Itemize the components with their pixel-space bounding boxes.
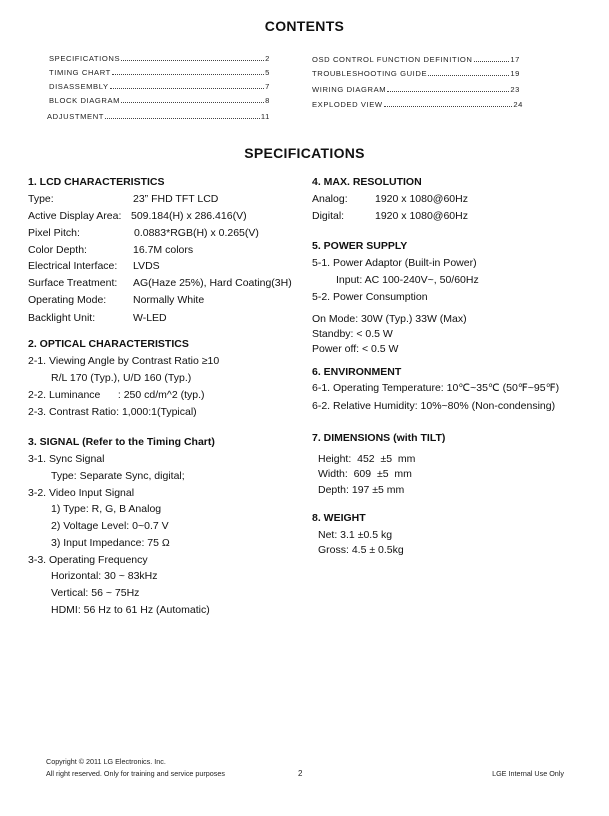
toc-entry-osd-control[interactable] (312, 55, 520, 64)
spec-key: Type: (28, 193, 54, 205)
lcd-row-type (28, 193, 218, 205)
lcd-row-active-area (28, 210, 247, 222)
dimensions-heading: 7. DIMENSIONS (with TILT) (312, 432, 446, 444)
toc-page: 7 (265, 82, 270, 91)
toc-label: DISASSEMBLY (49, 82, 109, 91)
dimensions-line: Height: 452 ±5 mm (318, 453, 416, 465)
spec-value: LVDS (133, 260, 160, 272)
spec-key: Digital: (312, 210, 345, 222)
optical-line: 2-1. Viewing Angle by Contrast Ratio ≥10 (28, 355, 220, 367)
toc-leader (121, 60, 264, 61)
toc-page: 8 (265, 96, 270, 105)
page-number: 2 (298, 769, 303, 778)
lcd-row-mode (28, 294, 204, 306)
signal-line: 3-1. Sync Signal (28, 453, 105, 465)
spec-key: Surface Treatment: (28, 277, 118, 289)
dimensions-line: Depth: 197 ±5 mm (318, 484, 405, 496)
spec-key: Electrical Interface: (28, 260, 118, 272)
spec-value: W-LED (133, 312, 167, 324)
power-line: Input: AC 100-240V~, 50/60Hz (336, 274, 479, 286)
lcd-row-backlight (28, 312, 167, 324)
lcd-heading: 1. LCD CHARACTERISTICS (28, 176, 165, 188)
toc-leader (384, 106, 513, 107)
toc-leader (474, 61, 510, 62)
lcd-row-pixel-pitch (28, 227, 259, 239)
toc-entry-wiring-diagram[interactable] (312, 85, 520, 94)
toc-entry-specifications[interactable] (49, 54, 270, 63)
toc-page: 23 (510, 85, 520, 94)
dimensions-line: Width: 609 ±5 mm (318, 468, 412, 480)
weight-heading: 8. WEIGHT (312, 512, 366, 524)
spec-value: 509.184(H) x 286.416(V) (131, 210, 247, 222)
resolution-row-analog (312, 193, 468, 205)
resolution-row-digital (312, 210, 468, 222)
toc-leader (387, 91, 509, 92)
weight-line: Gross: 4.5 ± 0.5kg (318, 544, 404, 556)
signal-line: Type: Separate Sync, digital; (51, 470, 185, 482)
toc-entry-adjustment[interactable] (47, 112, 270, 121)
footer-internal-use: LGE Internal Use Only (492, 769, 564, 778)
toc-label: WIRING DIAGRAM (312, 85, 387, 94)
toc-leader (112, 74, 264, 75)
toc-entry-troubleshooting[interactable] (312, 69, 520, 78)
spec-key: Pixel Pitch: (28, 227, 80, 239)
lcd-row-color-depth (28, 244, 193, 256)
toc-label: ADJUSTMENT (47, 112, 105, 121)
optical-line: 2-2. Luminance : 250 cd/m^2 (typ.) (28, 389, 205, 401)
toc-label: TIMING CHART (49, 68, 111, 77)
spec-value: 16.7M colors (133, 244, 194, 256)
toc-page: 19 (510, 69, 520, 78)
spec-value: Normally White (133, 294, 205, 306)
toc-page: 2 (265, 54, 270, 63)
spec-value: 0.0883*RGB(H) x 0.265(V) (134, 227, 259, 239)
signal-heading: 3. SIGNAL (Refer to the Timing Chart) (28, 436, 215, 448)
toc-entry-disassembly[interactable] (49, 82, 270, 91)
power-line: Power off: < 0.5 W (312, 343, 399, 355)
toc-page: 5 (265, 68, 270, 77)
environment-heading: 6. ENVIRONMENT (312, 366, 402, 378)
toc-page: 24 (513, 100, 523, 109)
signal-line: HDMI: 56 Hz to 61 Hz (Automatic) (51, 604, 210, 616)
power-heading: 5. POWER SUPPLY (312, 240, 408, 252)
lcd-row-surface (28, 277, 292, 289)
toc-label: EXPLODED VIEW (312, 100, 383, 109)
toc-leader (121, 102, 264, 103)
weight-line: Net: 3.1 ±0.5 kg (318, 529, 393, 541)
power-line: 5-1. Power Adaptor (Built-in Power) (312, 257, 477, 269)
spec-value: 1920 x 1080@60Hz (375, 193, 468, 205)
toc-label: SPECIFICATIONS (49, 54, 121, 63)
spec-value: 1920 x 1080@60Hz (375, 210, 468, 222)
toc-entry-timing-chart[interactable] (49, 68, 270, 77)
signal-line: Vertical: 56 ~ 75Hz (51, 587, 140, 599)
spec-key: Active Display Area: (28, 210, 122, 222)
toc-label: TROUBLESHOOTING GUIDE (312, 69, 428, 78)
optical-line: 2-3. Contrast Ratio: 1,000:1(Typical) (28, 406, 197, 418)
toc-label: OSD CONTROL FUNCTION DEFINITION (312, 55, 473, 64)
specifications-title: SPECIFICATIONS (244, 145, 365, 161)
toc-entry-exploded-view[interactable] (312, 100, 523, 109)
footer-copyright: Copyright © 2011 LG Electronics. Inc. (46, 757, 166, 766)
signal-line: 1) Type: R, G, B Analog (51, 503, 162, 515)
toc-leader (105, 118, 260, 119)
environment-line: 6-1. Operating Temperature: 10℃~35℃ (50℉~95℉) (312, 382, 560, 394)
signal-line: 2) Voltage Level: 0~0.7 V (51, 520, 169, 532)
toc-leader (428, 75, 509, 76)
toc-leader (110, 88, 265, 89)
spec-key: Operating Mode: (28, 294, 107, 306)
footer-rights: All right reserved. Only for training and service purposes (46, 769, 225, 778)
resolution-heading: 4. MAX. RESOLUTION (312, 176, 422, 188)
toc-entry-block-diagram[interactable] (49, 96, 270, 105)
spec-key: Backlight Unit: (28, 312, 96, 324)
signal-line: Horizontal: 30 ~ 83kHz (51, 570, 158, 582)
signal-line: 3) Input Impedance: 75 Ω (51, 537, 170, 549)
signal-line: 3-2. Video Input Signal (28, 487, 135, 499)
power-line: 5-2. Power Consumption (312, 291, 428, 303)
optical-line: R/L 170 (Typ.), U/D 160 (Typ.) (51, 372, 192, 384)
spec-key: Color Depth: (28, 244, 87, 256)
spec-value: 23” FHD TFT LCD (133, 193, 219, 205)
environment-line: 6-2. Relative Humidity: 10%~80% (Non-condensing) (312, 400, 556, 412)
optical-heading: 2. OPTICAL CHARACTERISTICS (28, 338, 189, 350)
contents-title: CONTENTS (264, 18, 345, 34)
toc-page: 11 (260, 112, 270, 121)
spec-value: AG(Haze 25%), Hard Coating(3H) (133, 277, 292, 289)
power-line: Standby: < 0.5 W (312, 328, 393, 340)
signal-line: 3-3. Operating Frequency (28, 554, 148, 566)
spec-key: Analog: (312, 193, 348, 205)
toc-label: BLOCK DIAGRAM (49, 96, 121, 105)
toc-page: 17 (510, 55, 520, 64)
lcd-row-interface (28, 260, 160, 272)
power-line: On Mode: 30W (Typ.) 33W (Max) (312, 313, 467, 325)
